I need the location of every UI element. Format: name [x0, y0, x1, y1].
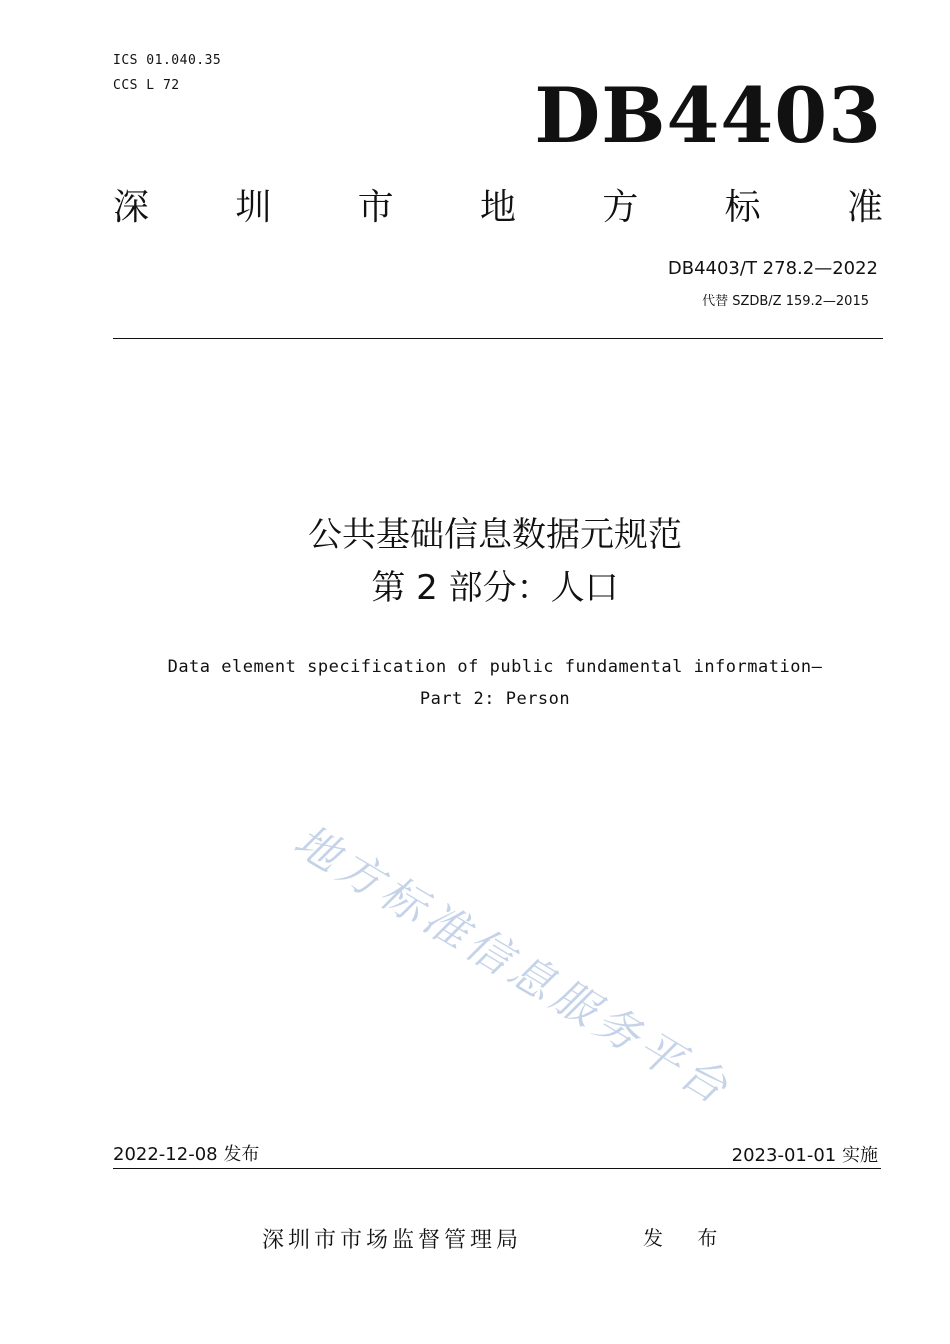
title-en-line1: Data element specification of public fundamental information— [167, 657, 823, 677]
title-zh-line1: 公共基础信息数据元规范 [308, 515, 682, 555]
standard-type-char: 深 [113, 187, 150, 228]
implement-date: 2023-01-01 实施 [731, 1145, 878, 1166]
watermark: 地方标准信息服务平台 [285, 815, 741, 1117]
classification-codes [113, 48, 221, 98]
standard-type-char: 圳 [235, 187, 272, 228]
standard-type-char: 方 [602, 187, 639, 228]
title-en [0, 651, 950, 715]
standard-number: DB4403/T 278.2—2022 [667, 258, 878, 279]
bottom-divider [113, 1168, 881, 1169]
issuer: 深圳市市场监督管理局 [262, 1228, 523, 1253]
issue-word: 发 布 [643, 1226, 732, 1250]
standard-type-char: 地 [479, 187, 516, 228]
standard-type-title [113, 184, 883, 232]
ccs-code: CCS L 72 [113, 78, 180, 93]
standard-type-char: 市 [357, 187, 394, 228]
replaces-standard: 代替 SZDB/Z 159.2—2015 [702, 294, 869, 309]
ics-code: ICS 01.040.35 [113, 53, 222, 68]
title-zh-line2: 第 2 部分：人口 [371, 568, 619, 608]
standard-type-char: 准 [846, 187, 883, 228]
standard-code-heading: DB4403 [534, 71, 882, 160]
standard-type-char: 标 [724, 187, 761, 228]
publish-date: 2022-12-08 发布 [113, 1144, 260, 1165]
title-en-line2: Part 2: Person [419, 689, 571, 709]
top-divider [113, 338, 883, 339]
